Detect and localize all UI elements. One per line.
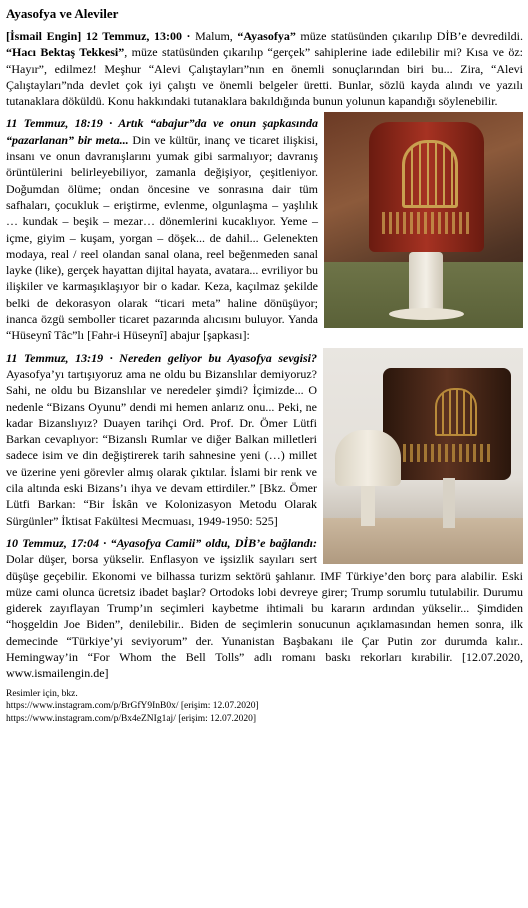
- body-text: , müze statüsünden çıkarılıp “gerçek” sahiplerine iade edilebilir mi? Kısa ve öz: “Hayır”, edilmez! Meşhur “Alevi Çalıştayları”nın en önemli sonuçlarından biri bu... Zira, “Alevi Çalıştayları”nda devlet çok iyi çalıştı ve önemli belgeler üretti. Bunlar, sözlü kayda alındı ve yazılı tutanaklara döküldü. Konu hakkındaki tutanaklara bakıldığında bunun yolunun kapandığı söylenebilir.: [6, 45, 524, 109]
- section-heading: 11 Temmuz, 13:19 · Nereden geliyor bu Ayasofya sevgisi?: [6, 350, 317, 365]
- source-link[interactable]: https://www.instagram.com/p/BrGfY9InB0x/: [6, 701, 179, 712]
- section-12-july: [6, 28, 523, 109]
- lamp-photo-red-shade: [324, 112, 523, 328]
- lamp-photo-two-shades: [323, 348, 523, 564]
- access-date: [erişim: 12.07.2020]: [180, 701, 259, 712]
- source-line: [6, 700, 523, 713]
- body-text: Dolar düşer, borsa yükselir. Enflasyon ve işsizlik sayıları sert düşüşe geçebilir. Ekonomi ve bilhassa turizm sektörü şahlanır. IMF Türkiye’den borç para alabilir. Eski müze cami olunca ücretsiz ibadet başlar? Ortodoks lobi devreye girer; Trump sorumlu tutulabilir. Durumu giderek zayıflayan Trump’ın seçimleri kaybetme ihtimali bu kararın ardından yükselir... Şimdiden “hoşgeldin Joe Biden”, denilebilir.. Biden de seçimlerin sonucunun açıklamasından hemen sonra, ilk demecinde “Türkiye’yi seviyorum” der. Yunanistan Başbakanı ile Çar Putin zor durumda kalır.. Hemingway’in “For Whom the Bell Tolls” adlı romanı baskı rekorları kırabilir. [12.07.2020, www.ismailengin.de]: [6, 552, 523, 681]
- image-sources: [6, 688, 523, 726]
- access-date: [erişim: 12.07.2020]: [178, 713, 257, 724]
- article-title: Ayasofya ve Aleviler: [6, 6, 119, 21]
- body-text: Malum,: [195, 29, 238, 43]
- section-11-july-1319: [6, 350, 523, 529]
- body-text: Ayasofya’yı tartışıyoruz ama ne oldu bu Bizanslılar demiyoruz? Sahi, ne oldu bu Bizanslılar ve neredeler şimdi? İçimizde... O nedenle “Bizans Oyunu” dendi mi hemen anlarız onu... Peki, ne kadar Bizanslıyız? Duayen tarihçi Ord. Prof. Dr. Ömer Lütfi Barkan cevaplıyor: “Bizanslı Rumlar ve diğer Balkan milletleri sadece isim ve din değiştirerek tarih sahnesine yeni (…) millet ve üzerine yeni görevler almış olarak çıktılar. İslami bir renk ve cila altında eski Bizans’ı ihya ve devam ettirdiler.” [Bkz. Ömer Lütfi Barkan: “Bir İskân ve Kolonizasyon Metodu Olarak Sürgünler” İktisat Fakültesi Mecmuası, 1949-1950: 525]: [6, 366, 317, 528]
- sources-label: Resimler için, bkz.: [6, 688, 78, 699]
- source-line: [6, 713, 523, 726]
- section-heading: 10 Temmuz, 17:04 · “Ayasofya Camii” oldu, DİB’e bağlandı:: [6, 535, 317, 550]
- section-heading: 11 Temmuz, 18:19 · Artık “abajur”da ve onun şapkasında “pazarlanan” bir meta...: [6, 116, 318, 147]
- body-text: Din ve kültür, inanç ve ticaret ilişkisi, insanı ve onun davranışlarını yumak gibi sarmalıyor; davranış örüntülerini belirleyebiliyor, zamanla değişiyor, çeşitleniyor. Doğumdan ölüme; ondan öncesine ve sonrasına dair tüm safhaları, çocukluk – eriştirme, evlenme, olgunlaşma – yaşlılık … kundak – beşik – mezar… dönemlerini kucaklıyor. Yeme – içme, giyim – kuşam, yorgan – döşek... de dahil... Gelenekten modaya, real / reel olandan sanal olana, reel beğenmeden sanal layke (like), gerçek hayattan dijital hayata, avatara... evriliyor bu ilişkiler ve karmaşıklaşıyor bir o kadar. Keza, kaçılmaz şekilde belki de dekorasyon olarak “ticari meta” haline dönüşüyor; inanca özgü semboller ticaret pazarında alıcısını buluyor. Yanda “Hüseynî Tâc”lı [Fahr-i Hüseynî] abajur [şapkası]:: [6, 132, 318, 343]
- source-link[interactable]: https://www.instagram.com/p/Bx4eZNIg1aj/: [6, 713, 176, 724]
- body-text: müze statüsünden çıkarılıp DİB’e devredildi.: [295, 29, 523, 43]
- emphasis-text: “Ayasofya”: [237, 29, 296, 43]
- section-11-july-1819: [6, 115, 523, 343]
- emphasis-text: “Hacı Bektaş Tekkesi”: [6, 45, 125, 60]
- section-heading: [İsmail Engin] 12 Temmuz, 13:00 ·: [6, 29, 196, 43]
